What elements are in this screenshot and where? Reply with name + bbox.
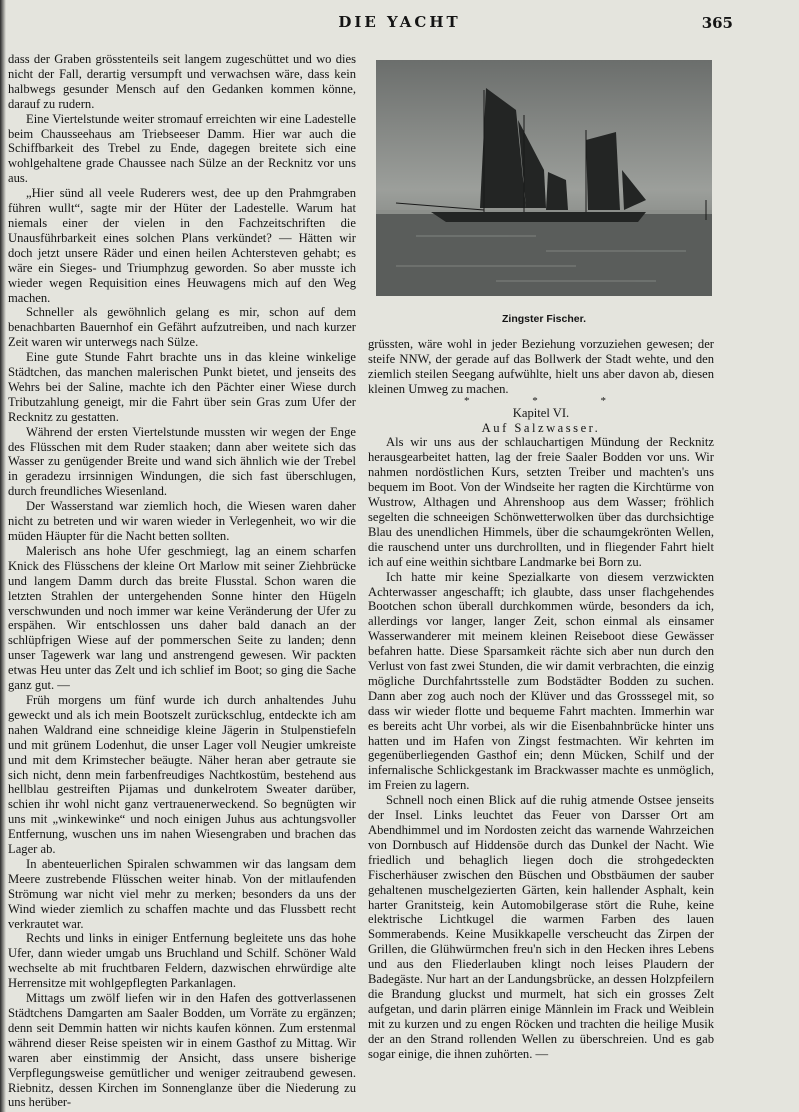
paragraph: Ich hatte mir keine Spezialkarte von diesem verzwickten Achterwasser angeschafft; ich glaubte, dass unser flachgehendes Bootchen schon überall durchkommen würde, besonders da ich, allerdings vor langer, langer Zeit, schon einmal als einsamer Wasserwanderer mit meinem kleinen Reiseboot diese Gewässer befahren hatte. Diese Sparsamkeit rächte sich aber nun durch den Verlust von fast zwei Stunden, die wir damit verbrachten, die einzig mögliche Durchfahrtsstelle zum Bodstädter Bodden zu suchen. Dann aber zog auch noch der Klüver und das Grosssegel mit, so dass wir wieder flotte und bequeme Fahrt machten. Immerhin war es bereits acht Uhr vorbei, als wir die Eisenbahnbrücke hinter uns hatten und im Hafen von Zingst festmachten. Wir kehrten im gegenüberliegenden Gasthof ein; denn Mücken, Schilf und der infernalische Schlickgestank im Brackwasser machte es unmöglich, im Freien zu lagern. [368,569,714,793]
paragraph: „Hier sünd all veele Ruderers west, dee up den Prahmgraben führen wullt“, sagte mir der Hüter der Ladestelle. Warum hat niemals einer der vielen in den Fachzeitschriften die Unausführbarkeit eines solchen Plans verkündet? — Hätten wir doch jetzt unsere Räder und einen heilen Achtersteven gehabt; es wäre ein Sieges- und Triumphzug geworden. So aber musste ich wieder wegen Requisition eines Heuwagens mich auf den Weg machen. [8,186,356,305]
photo-fishing-boats [376,60,712,296]
paragraph: Schnell noch einen Blick auf die ruhig atmende Ostsee jenseits der Insel. Links leuchtet das Feuer von Darsser Ort am Abendhimmel und im Nordosten zeicht das warnende Wahrzeichen von Dornbusch auf Hiddensöe durch das Dunkel der Nacht. Wie friedlich und behaglich liegen doch die strohgedeckten Fischerhäuser zwischen den Büschen und Obstbäumen der sauber gehaltenen muschelgezierten Gärten, kein hallender Asphalt, kein harter Granitsteig, kein Automobilgerase stört die Ruhe, keine elektrische Lichtkugel die warmen Farben des lauen Sommerabends. Keine Musikkapelle verscheucht das Zirpen der Grillen, die Glühwürmchen freu'n sich in den Hecken ihres Lebens und aus den Fliederlauben klingt noch leises Plaudern der Badegäste. Nur hart an der Landungsbrücke, an dessen Holzpfeilern die Brandung gluckst und murmelt, hat sich ein grosses Zelt aufgetan, und darin plärren einige Männlein im Frack und Weiblein mit zu kurzen und zu engen Röcken und trachten die heilige Musik der an den Strand rollenden Wellen zu überschreien. Und es gab sogar einige, die ihnen zuhörten. — [368,793,714,1061]
page-number: 365 [701,14,733,32]
right-column [368,337,714,1062]
paragraph: dass der Graben grösstenteils seit langem zugeschüttet und wo dies nicht der Fall, derartig versumpft und verwachsen wäre, dass kein halbwegs gesunder Mensch auf den Gedanken kommen könne, darauf zu rudern. [8,52,356,111]
paragraph: Eine Viertelstunde weiter stromauf erreichten wir eine Ladestelle beim Chausseehaus am Triebseeser Damm. Hier war auch die Schiffbarkeit des Trebel zu Ende, dagegen breitete sich eine wohlgehaltene grade Chaussee nach Sülze an der Recknitz vor uns aus. [8,111,356,186]
figure-caption: Zingster Fischer. [501,313,587,325]
page-header [0,0,799,34]
sailboat-photo-illustration [376,60,712,296]
section-separator: * * * [464,394,636,407]
running-title: DIE YACHT [338,13,461,31]
paragraph: Malerisch ans hohe Ufer geschmiegt, lag an einem scharfen Knick des Flüsschens der kleine Ort Marlow mit seiner Ziehbrücke und langem Damm durch das breite Flusstal. Schon waren die letzten Strahlen der untergehenden Sonne hinter den Hügeln verschwunden und noch immer war keine Veränderung der Ufer zu erspähen. Wir entschlossen uns daher bald danach an der schlüpfrigen Wiese auf der pommerschen Seite zu landen; denn unser Tagewerk war lang und anstrengend gewesen. Wir packten etwas Heu unter das Zelt und ich schlief im Boot; so ging die Sache ganz gut. — [8,543,356,693]
paragraph: grüssten, wäre wohl in jeder Beziehung vorzuziehen gewesen; der steife NNW, der gerade auf das Bollwerk der Stadt wehte, und den ziemlich steilen Seegang aufwühlte, hielt uns aber davon ab, diesen kleinen Umweg zu machen. [368,337,714,396]
chapter-title: Auf Salzwasser. [481,420,601,435]
paragraph: Schneller als gewöhnlich gelang es mir, schon auf dem benachbarten Bauernhof ein Gefährt aufzutreiben, und nach kurzer Zeit waren wir unterwegs nach Sülze. [8,305,356,350]
paragraph: Eine gute Stunde Fahrt brachte uns in das kleine winkelige Städtchen, das manchen malerischen Punkt bietet, und jenseits des Wehrs bei der Saline, machte ich den Pächter einer Wiese durch Tributzahlung geneigt, mir die Fahrt über sein Gras zum Ufer der Recknitz zu gestatten. [8,350,356,424]
paragraph: Rechts und links in einiger Entfernung begleitete uns das hohe Ufer, dann wieder umgab uns Bruchland und Schilf. Schöner Wald wechselte ab mit fruchtbaren Feldern, dazwischen ehrwürdige alte Herrensitze mit wohlgepflegten Parkanlagen. [8,931,356,991]
paragraph: Der Wasserstand war ziemlich hoch, die Wiesen waren daher nicht zu betreten und wir waren wieder in Verlegenheit, wo wir die müden Häupter für die Nacht betten sollten. [8,499,356,543]
paragraph: Früh morgens um fünf wurde ich durch anhaltendes Juhu geweckt und als ich mein Bootszelt zurückschlug, entdeckte ich am nahen Waldrand eine schneidige kleine Jägerin in Stulpenstiefeln und mit grünem Lodenhut, die unser Lager voll Neugier umkreiste und mit dem Krimstecher beäugte. Näher heran aber getraute sie sich nicht, denn mein farbenfreudiges Nachtkostüm, bestehend aus hellblau gestreiften Pijamas und dunkelrotem Sweater darüber, schien ihr wohl nicht ganz vertrauenerweckend. So begnügten wir uns mit „winkewinke“ und noch einigen Juhus aus achtungsvoller Entfernung, wuschen uns im nahen Wiesengraben und brachen das Lager ab. [8,692,356,857]
paragraph: Als wir uns aus der schlauchartigen Mündung der Recknitz herausgearbeitet hatten, lag der freie Saaler Bodden vor uns. Wir nahmen nordöstlichen Kurs, setzten Treiber und machten's uns bequem im Boot. Von der Windseite her ragten die Kirchtürme von Wustrow, Althagen und Ahrenshoop aus dem Wasser; fröhlich segelten die schneeigen Schönwetterwolken über das durchsichtige Blau des unendlichen Himmels, über die schaumgekrönten Wellen, die rauschend unter uns durchrollten, und in fliegender Fahrt hielt ich auf eine weithin sichtbare Landmarke bei Born zu. [368,435,714,569]
paragraph: Während der ersten Viertelstunde mussten wir wegen der Enge des Flüsschen mit dem Ruder staaken; dann aber weitete sich das Wasser zu genügender Breite und wand sich ähnlich wie der Trebel in geradezu irrsinnigen Windungen, die sich fast überschlugen, durch freundliches Wiesenland. [8,424,356,499]
paragraph: In abenteuerlichen Spiralen schwammen wir das langsam dem Meere zustrebende Flüsschen weiter hinab. Von der mitlaufenden Strömung war nicht viel mehr zu merken; besonders da uns der Wind wieder ziemlich zu schaffen machte und das Flussbett recht verkrautet war. [8,856,356,931]
paragraph: Mittags um zwölf liefen wir in den Hafen des gottverlassenen Städtchens Damgarten am Saaler Bodden, um Vorräte zu ergänzen; denn seit Demmin hatten wir nichts kaufen können. Zum erstenmal während dieser Reise speisten wir in einem Gasthof zu Mittag. Wir waren aber einstimmig der Ansicht, dass unsere bisherige Verpflegungsweise gemütlicher und weniger zeitraubend gewesen. Riebnitz, dessen Kirchen im Sonnenglanze über die Niederung zu uns herüber- [8,991,356,1110]
chapter-heading: Kapitel VI. [512,405,570,420]
left-column [8,52,356,1110]
